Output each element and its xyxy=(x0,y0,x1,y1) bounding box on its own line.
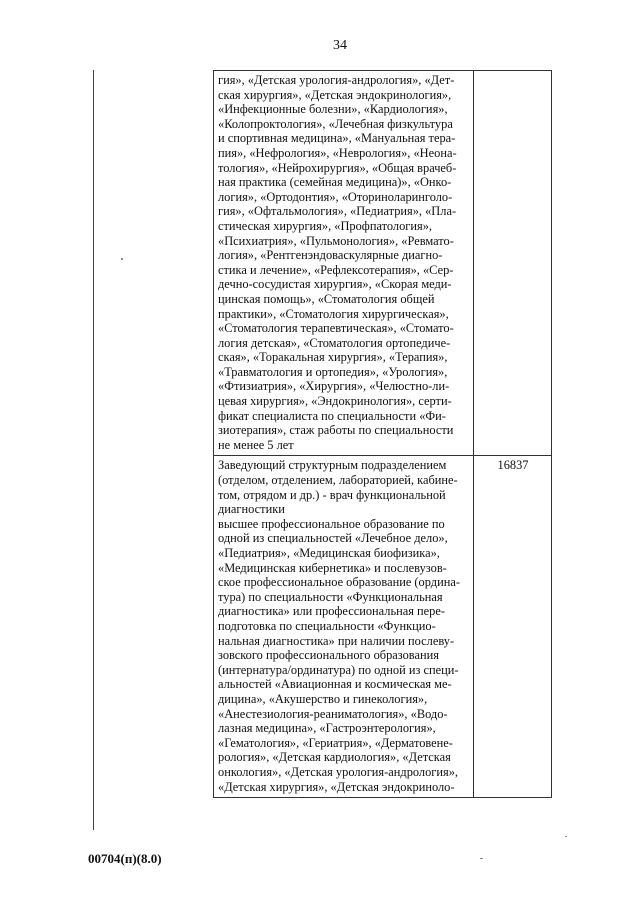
text-line: «Анестезиология-реаниматология», «Водо- xyxy=(218,706,448,721)
text-line: логия», «Ортодонтия», «Оториноларинголо- xyxy=(218,189,453,204)
text-line: нальная диагностика» при наличии послеву- xyxy=(218,633,455,648)
text-line: «Психиатрия», «Пульмонология», «Ревмато- xyxy=(218,233,454,248)
text-line: том, отрядом и др.) - врач функциональной xyxy=(218,487,446,502)
text-line: зовского профессионального образования xyxy=(218,648,439,663)
text-line: Заведующий структурным подразделением xyxy=(218,458,447,473)
text-line: «Фтизиатрия», «Хирургия», «Челюстно-ли- xyxy=(218,379,450,394)
text-line: фикат специалиста по специальности «Фи- xyxy=(218,408,446,423)
page-number: 34 xyxy=(333,38,347,53)
qualification-table xyxy=(213,70,552,798)
text-line: логия детская», «Стоматология ортопедиче- xyxy=(218,335,451,350)
salary-value-cell xyxy=(474,71,552,456)
text-line: ское профессиональное образование (ордина- xyxy=(218,575,460,590)
text-line: логия», «Рентгенэндоваскулярные диагно- xyxy=(218,248,443,263)
text-line: онкология», «Детская урология-андрология», xyxy=(218,764,459,779)
text-line: высшее профессиональное образование по xyxy=(218,516,445,531)
text-line: «Медицинская кибернетика» и послевузов- xyxy=(218,560,447,575)
text-line: «Стоматология терапевтическая», «Стомато- xyxy=(218,321,454,336)
text-line: (отделом, отделением, лабораторией, кабине- xyxy=(218,473,458,488)
text-line: гия», «Офтальмология», «Педиатрия», «Пла- xyxy=(218,204,457,219)
table-row xyxy=(214,71,552,456)
text-line: рология», «Детская кардиология», «Детская xyxy=(218,750,451,765)
text-line: тология», «Нейрохирургия», «Общая врачеб- xyxy=(218,160,457,175)
table-row xyxy=(214,456,552,798)
text-line: «Инфекционные болезни», «Кардиология», xyxy=(218,102,448,117)
text-line: подготовка по специальности «Функцио- xyxy=(218,618,436,633)
text-line: лазная медицина», «Гастроэнтерология», xyxy=(218,721,436,736)
text-line: «Детская хирургия», «Детская эндокриноло- xyxy=(218,779,455,794)
text-line: одной из специальностей «Лечебное дело», xyxy=(218,531,448,546)
text-line: цевая хирургия», «Эндокринология», серти- xyxy=(218,394,452,409)
footer-code: 00704(п)(8.0) xyxy=(88,851,162,866)
text-line: гия», «Детская урология-андрология», «Дет- xyxy=(218,73,455,87)
text-line: цинская помощь», «Стоматология общей xyxy=(218,291,435,306)
text-line: дечно-сосудистая хирургия», «Скорая меди- xyxy=(218,277,452,292)
requirements-cell xyxy=(214,71,474,456)
scan-speck xyxy=(480,858,483,859)
text-line: практики», «Стоматология хирургическая», xyxy=(218,306,449,321)
text-line: «Травматология и ортопедия», «Урология», xyxy=(218,364,448,379)
text-line: ская хирургия», «Детская эндокринология», xyxy=(218,87,452,102)
text-line: альностей «Авиационная и космическая ме- xyxy=(218,677,452,692)
text-line: стика и лечение», «Рефлексотерапия», «Сер- xyxy=(218,262,454,277)
text-line: стическая хирургия», «Профпатология», xyxy=(218,218,433,233)
text-line: «Педиатрия», «Медицинская биофизика», xyxy=(218,546,440,560)
text-line: и спортивная медицина», «Мануальная тера- xyxy=(218,131,456,146)
text-line: диагностики xyxy=(218,502,285,517)
scan-speck xyxy=(565,836,567,837)
text-line: пия», «Нефрология», «Неврология», «Неона- xyxy=(218,145,457,160)
salary-value-cell: 16837 xyxy=(474,456,552,798)
left-margin-rule xyxy=(93,70,94,830)
text-line: зиотерапия», стаж работы по специальности xyxy=(218,423,454,438)
scan-speck xyxy=(121,258,123,260)
text-line: диагностика» или профессиональная пере- xyxy=(218,604,446,619)
text-line: «Гематология», «Гериатрия», «Дерматовене- xyxy=(218,735,453,750)
text-line: ская», «Торакальная хирургия», «Терапия», xyxy=(218,350,448,365)
requirements-cell xyxy=(214,456,474,798)
text-line: (интернатура/ординатура) по одной из специ- xyxy=(218,662,459,677)
text-line: тура) по специальности «Функциональная xyxy=(218,589,443,604)
text-line: дицина», «Акушерство и гинекология», xyxy=(218,691,428,706)
qualification-table-wrapper xyxy=(213,70,542,798)
text-line: «Колопроктология», «Лечебная физкультура xyxy=(218,116,453,131)
text-line: ная практика (семейная медицина)», «Онко- xyxy=(218,175,452,190)
text-line: не менее 5 лет xyxy=(218,437,294,452)
